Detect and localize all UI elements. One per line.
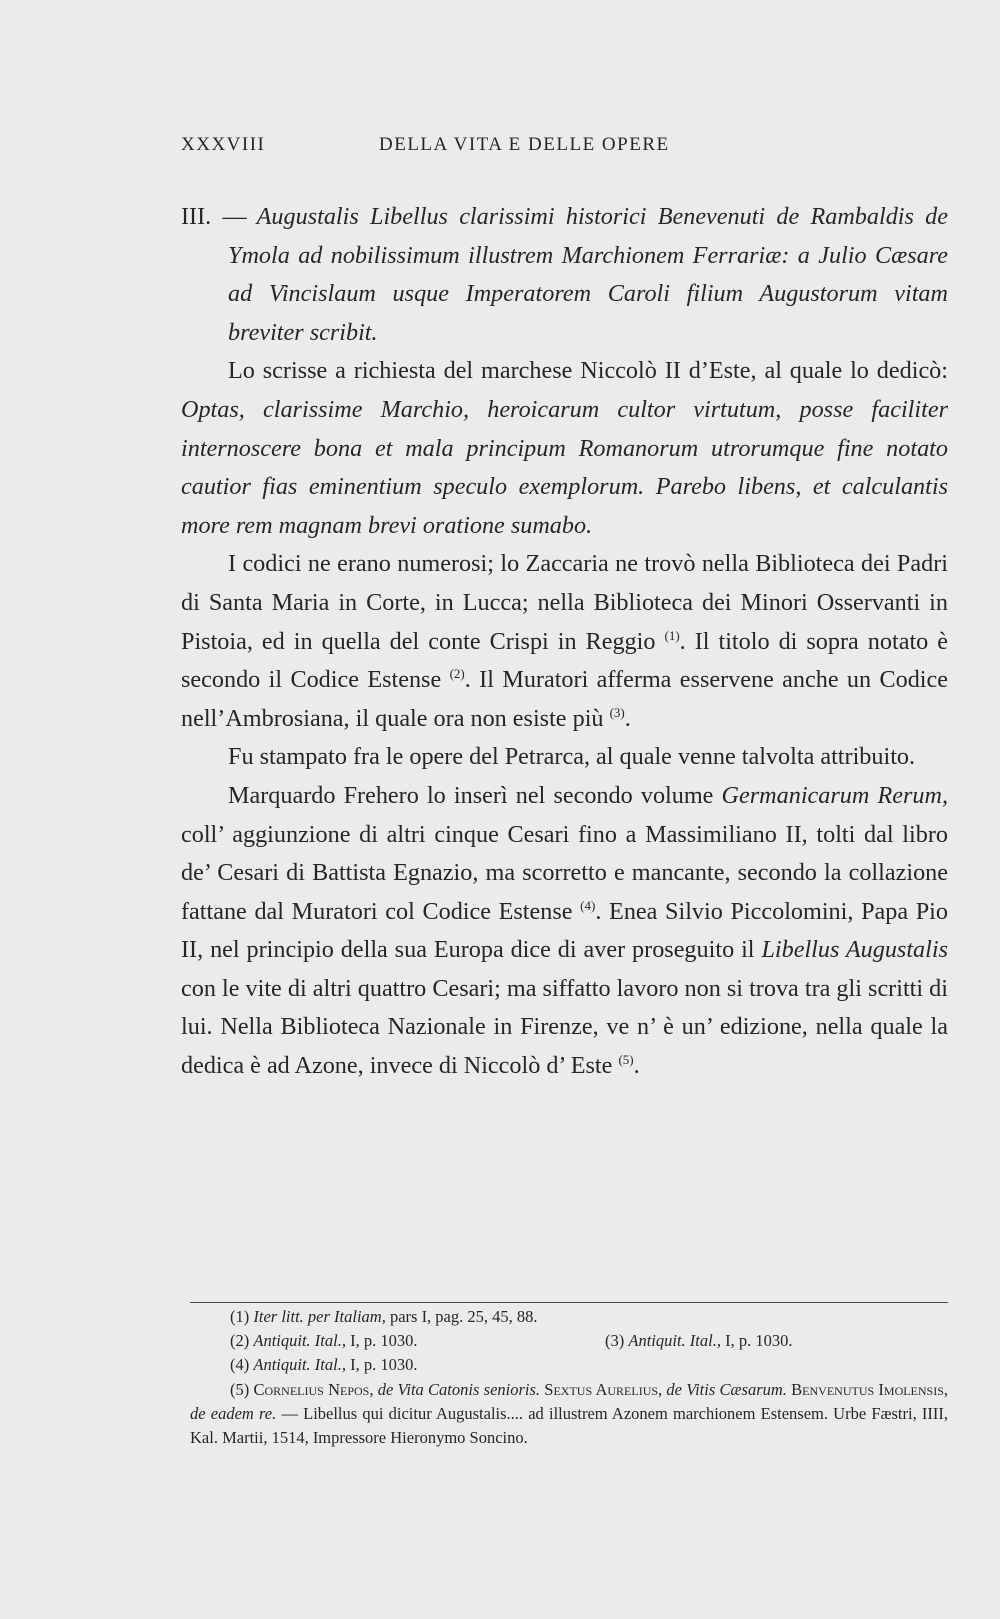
editions-text-b: coll’ aggiunzione di altri cinque Cesari fino a Massimiliano II, tolti dal libro de’ Cesari di Battista Egnazio, ma scorretto e mancante, secondo la collazione fattane dal Muratori col Codice Estense [181, 820, 948, 925]
footnote-5-work-1: de Vita Catonis senioris. [377, 1379, 541, 1399]
codices-text-d: . [624, 704, 631, 732]
editions-text-a: Marquardo Frehero lo inserì nel secondo volume [228, 781, 714, 809]
footnotes [190, 1305, 948, 1450]
footnote-2-3-line [190, 1329, 948, 1353]
page-number: XXXVIII [181, 134, 266, 155]
footnote-5 [190, 1378, 948, 1451]
footnote-ref-3[interactable]: (3) [609, 704, 625, 720]
footnote-ref-4[interactable]: (4) [580, 897, 596, 913]
dedication-quote: Optas, clarissime Marchio, heroicarum cultor virtutum, posse faciliter internoscere bona et mala principum Romanorum utrorumque fine notato cautior fias eminentium speculo exemplorum. Parebo libens, et calculantis more rem magnam brevi oratione sumabo. [181, 395, 948, 539]
main-text [181, 198, 948, 1086]
codices-text-c: . Il Muratori afferma esservene anche un Codice nell’Ambrosiana, il quale ora non esiste più [181, 666, 949, 732]
footnote-2-text: I, p. 1030. [350, 1331, 418, 1351]
footnote-2-italic: Antiquit. Ital., [253, 1331, 346, 1351]
footnote-1-mark: (1) [230, 1307, 250, 1326]
codices-text-b: . Il titolo di sopra notato è secondo il Codice Estense [181, 627, 948, 694]
footnote-3-text: I, p. 1030. [725, 1331, 793, 1351]
editions-italic-2: Libellus Augustalis [761, 936, 948, 964]
paragraph-codices [181, 545, 948, 738]
footnote-4-text: I, p. 1030. [350, 1355, 418, 1375]
footnote-5-author-1: Cornelius Nepos, [253, 1379, 374, 1399]
footnote-4-mark: (4) [230, 1355, 250, 1375]
footnote-2 [230, 1331, 417, 1350]
footnote-4 [190, 1353, 948, 1377]
footnote-5-work-2: de Vitis Cæsarum. [666, 1379, 787, 1399]
editions-text-e: . [633, 1052, 640, 1080]
editions-text-d: con le vite di altri quattro Cesari; ma siffatto lavoro non si trova tra gli scritti di lui. Nella Biblioteca Nazionale in Firenze, ve n’ è un’ edizione, nella quale la dedica è ad Azone, invece di Niccolò d’ Este [181, 974, 948, 1080]
footnote-ref-2[interactable]: (2) [449, 666, 465, 682]
footnote-3-mark: (3) [605, 1331, 625, 1351]
running-title: DELLA VITA E DELLE OPERE [379, 134, 670, 155]
footnote-5-mark: (5) [230, 1379, 250, 1399]
footnote-5-text: — Libellus qui dicitur Augustalis.... ad illustrem Azonem marchionem Estensem. Urbe Fæstri, IIII, Kal. Martii, 1514, Impressore Hieronymo Soncino. [190, 1403, 948, 1448]
codices-text-a: I codici ne erano numerosi; lo Zaccaria ne trovò nella Biblioteca dei Padri di Santa Maria in Corte, in Lucca; nella Biblioteca dei Minori Osservanti in Pistoia, ed in quella del conte Crispi in Reggio [181, 550, 948, 655]
footnote-1-text: pars I, pag. 25, 45, 88. [389, 1307, 538, 1326]
paragraph-dedication [181, 352, 948, 545]
footnote-5-author-3: Benvenutus Imolensis, [791, 1379, 949, 1399]
footnote-3 [605, 1329, 792, 1353]
footnote-5-work-3: de eadem re. [190, 1403, 277, 1423]
footnote-4-italic: Antiquit. Ital., [253, 1355, 346, 1375]
section-title: Augustalis Libellus clarissimi historici Benevenuti de Rambaldis de Ymola ad nobilissimum illustrem Marchionem Ferrariæ: a Julio Cæsare ad Vincislaum usque Imperatorem Caroli filium Augustorum vitam breviter scribit. [228, 203, 948, 346]
section-heading [181, 198, 948, 352]
footnote-divider [190, 1302, 948, 1303]
footnote-3-italic: Antiquit. Ital., [628, 1331, 721, 1351]
editions-italic-1: Germanicarum Rerum, [721, 781, 949, 809]
editions-text-c: . Enea Silvio Piccolomini, Papa Pio II, nel principio della sua Europa dice di aver proseguito il [181, 897, 948, 964]
footnote-1 [190, 1305, 948, 1329]
section-numeral: III. — [181, 203, 247, 230]
footnote-2-mark: (2) [230, 1331, 250, 1351]
footnote-5-author-2: Sextus Aurelius, [544, 1379, 663, 1399]
footnote-ref-5[interactable]: (5) [618, 1052, 634, 1068]
footnote-ref-1[interactable]: (1) [664, 627, 680, 643]
paragraph-editions [181, 777, 948, 1086]
dedication-lead: Lo scrisse a richiesta del marchese Niccolò II d’Este, al quale lo dedicò: [228, 357, 948, 385]
footnote-1-italic: Iter litt. per Italiam, [253, 1307, 386, 1326]
paragraph-printed: Fu stampato fra le opere del Petrarca, al quale venne talvolta attribuito. [228, 743, 916, 771]
